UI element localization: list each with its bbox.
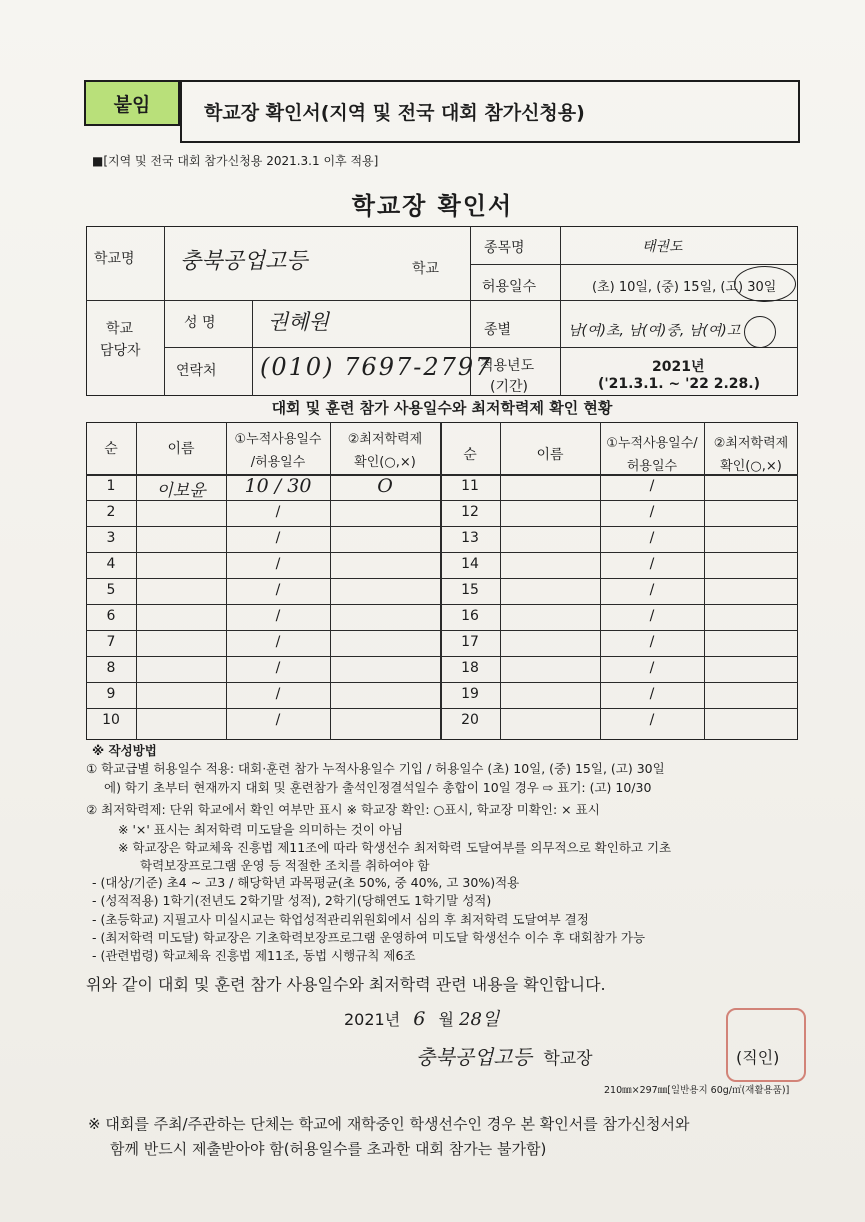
bottom-note xyxy=(88,1112,689,1162)
row-no: 5 xyxy=(106,582,116,598)
row-no: 9 xyxy=(106,686,116,702)
slash: / xyxy=(275,634,281,650)
name-label: 성 명 xyxy=(184,315,216,331)
slash: / xyxy=(649,582,655,598)
row-no: 3 xyxy=(106,530,116,546)
contact-number-handwritten: (010) 7697-2797 xyxy=(260,353,493,381)
document-header-title: 학교장 확인서(지역 및 전국 대회 참가신청용) xyxy=(180,80,800,143)
slash: / xyxy=(649,504,655,520)
note-4a: ※ 학교장은 학교체육 진흥법 제11조에 따라 학생선수 최저학력 도달여부를 의무적으로 확인하고 기초 xyxy=(118,840,672,855)
status-table-title: 대회 및 훈련 참가 사용일수와 최저학력제 확인 현황 xyxy=(271,399,613,417)
slash: / xyxy=(649,556,655,572)
slash: / xyxy=(275,582,281,598)
sport-label: 종목명 xyxy=(484,240,525,256)
slash: / xyxy=(275,686,281,702)
principal-label: 학교장 xyxy=(543,1049,593,1069)
col-header-days-line2: /허용일수 xyxy=(250,455,306,470)
date-month-handwritten: 6 xyxy=(413,1008,426,1030)
col-header-min-line2: 확인(○,×) xyxy=(354,455,416,470)
slash: / xyxy=(275,556,281,572)
staff-label-line1: 학교 xyxy=(106,321,134,337)
slash: / xyxy=(275,608,281,624)
col-header-days-right-line1: ①누적사용일수/ xyxy=(606,436,698,451)
col-header-name-right: 이름 xyxy=(536,447,564,463)
slash: / xyxy=(275,504,281,520)
note-8: - (최저학력 미도달) 학교장은 기초학력보장프로그램 운영하여 미도달 학생선수 이수 후 대회참가 가능 xyxy=(92,930,646,945)
row-no: 12 xyxy=(461,504,479,520)
slash: / xyxy=(649,530,655,546)
allowed-days-value: (초) 10일, (중) 15일, (고) 30일 xyxy=(592,280,777,295)
row-no: 8 xyxy=(106,660,116,676)
row-no: 17 xyxy=(461,634,479,650)
attachment-tag: 붙임 xyxy=(84,80,180,126)
document-title: 학교장 확인서 xyxy=(351,192,514,220)
school-name-handwritten: 충북공업고등 xyxy=(180,249,308,274)
date-year: 2021년 xyxy=(344,1010,401,1029)
row-no: 19 xyxy=(461,686,479,702)
note-5: - (대상/기준) 초4 ~ 고3 / 해당학년 과목평균(초 50%, 중 40%, 고 30%)적용 xyxy=(92,875,520,890)
seal-label: (직인) xyxy=(736,1048,780,1067)
note-4b: 학력보장프로그램 운영 등 적절한 조치를 취하여야 함 xyxy=(140,858,430,873)
staff-name-handwritten: 권혜원 xyxy=(268,310,329,334)
school-suffix: 학교 xyxy=(412,261,440,277)
date-month-unit: 월 xyxy=(438,1010,454,1029)
row-no: 13 xyxy=(461,530,479,546)
col-header-days-line1: ①누적사용일수 xyxy=(234,432,322,447)
slash: / xyxy=(649,712,655,728)
days-label: 허용일수 xyxy=(482,279,537,295)
year-label-line1: 적용년도 xyxy=(480,358,535,374)
row-no: 18 xyxy=(461,660,479,676)
confirmation-text: 위와 같이 대회 및 훈련 참가 사용일수와 최저학력 관련 내용을 확인합니다. xyxy=(86,975,606,994)
gender-label: 종별 xyxy=(484,322,512,338)
note-7: - (초등학교) 지필고사 미실시교는 학업성적관리위원회에서 심의 후 최저학력 도달여부 결정 xyxy=(92,912,589,927)
row-no: 2 xyxy=(106,504,116,520)
gender-value: 남(여)초, 남(여)중, 남(여)고 xyxy=(568,323,741,339)
col-header-min-right-line2: 확인(○,×) xyxy=(720,459,782,474)
bottom-note-line2: 함께 반드시 제출받아야 함(허용일수를 초과한 대회 참가는 불가함) xyxy=(110,1140,547,1158)
form-note: ■[지역 및 전국 대회 참가신청용 2021.3.1 이후 적용] xyxy=(92,154,379,168)
school-label: 학교명 xyxy=(94,251,135,267)
col-header-min-line1: ②최저학력제 xyxy=(347,432,423,447)
note-9: - (관련법령) 학교체육 진흥법 제11조, 동법 시행규칙 제6조 xyxy=(92,948,416,963)
bottom-note-line1: ※ 대회를 주최/주관하는 단체는 학교에 재학중인 학생선수인 경우 본 확인서를 참가신청서와 xyxy=(88,1115,690,1133)
note-3: ※ '×' 표시는 최저학력 미도달을 의미하는 것이 아님 xyxy=(118,822,404,837)
note-1b: 에) 학기 초부터 현재까지 대회 및 훈련참가 출석인정결석일수 총합이 10일 경우 ⇨ 표기: (고) 10/30 xyxy=(104,780,652,795)
circled-female-high xyxy=(744,316,776,348)
school-signature-handwritten: 충북공업고등 xyxy=(416,1045,532,1069)
notes-heading: ※ 작성방법 xyxy=(92,743,157,758)
note-6: - (성적적용) 1학기(전년도 2학기말 성적), 2학기(당해연도 1학기말 성적) xyxy=(92,893,492,908)
col-header-name: 이름 xyxy=(167,441,195,457)
slash: / xyxy=(275,660,281,676)
row-no: 14 xyxy=(461,556,479,572)
row-no: 11 xyxy=(461,478,479,494)
slash: / xyxy=(649,634,655,650)
slash: / xyxy=(275,712,281,728)
slash: / xyxy=(649,478,655,494)
col-header-no: 순 xyxy=(104,441,118,457)
sport-value: 태권도 xyxy=(642,239,683,255)
year-value: 2021년 xyxy=(652,359,705,375)
slash: / xyxy=(649,660,655,676)
date-day: 28일 xyxy=(459,1009,500,1030)
row-no: 1 xyxy=(106,478,116,494)
row-no: 16 xyxy=(461,608,479,624)
row-no: 7 xyxy=(106,634,116,650)
paper-spec: 210㎜×297㎜[일반용지 60g/㎡(재활용품)] xyxy=(604,1085,790,1096)
col-header-no-right: 순 xyxy=(463,447,477,463)
student-name-handwritten: 이보윤 xyxy=(156,481,206,501)
student-days-handwritten: 10 / 30 xyxy=(244,475,312,497)
row-no: 10 xyxy=(102,712,120,728)
year-range: ('21.3.1. ~ '22 2.28.) xyxy=(598,376,760,392)
note-1a: ① 학교급별 허용일수 적용: 대회·훈련 참가 누적사용일수 기입 / 허용일수 (초) 10일, (중) 15일, (고) 30일 xyxy=(86,761,665,776)
student-min-check-handwritten: O xyxy=(377,475,393,497)
year-label-line2: (기간) xyxy=(490,379,528,395)
slash: / xyxy=(649,608,655,624)
slash: / xyxy=(649,686,655,702)
slash: / xyxy=(275,530,281,546)
row-no: 6 xyxy=(106,608,116,624)
col-header-min-right-line1: ②최저학력제 xyxy=(713,436,789,451)
signature-line xyxy=(416,1041,593,1070)
row-no: 20 xyxy=(461,712,479,728)
note-2: ② 최저학력제: 단위 학교에서 확인 여부만 표시 ※ 학교장 확인: ○표시, 학교장 미확인: × 표시 xyxy=(86,802,600,817)
circled-high-school-days xyxy=(734,266,796,302)
staff-label-line2: 담당자 xyxy=(100,343,141,359)
col-header-days-right-line2: 허용일수 xyxy=(626,459,678,474)
row-no: 4 xyxy=(106,556,116,572)
confirmation-date xyxy=(344,1005,499,1031)
row-no: 15 xyxy=(461,582,479,598)
contact-label: 연락처 xyxy=(176,363,217,379)
